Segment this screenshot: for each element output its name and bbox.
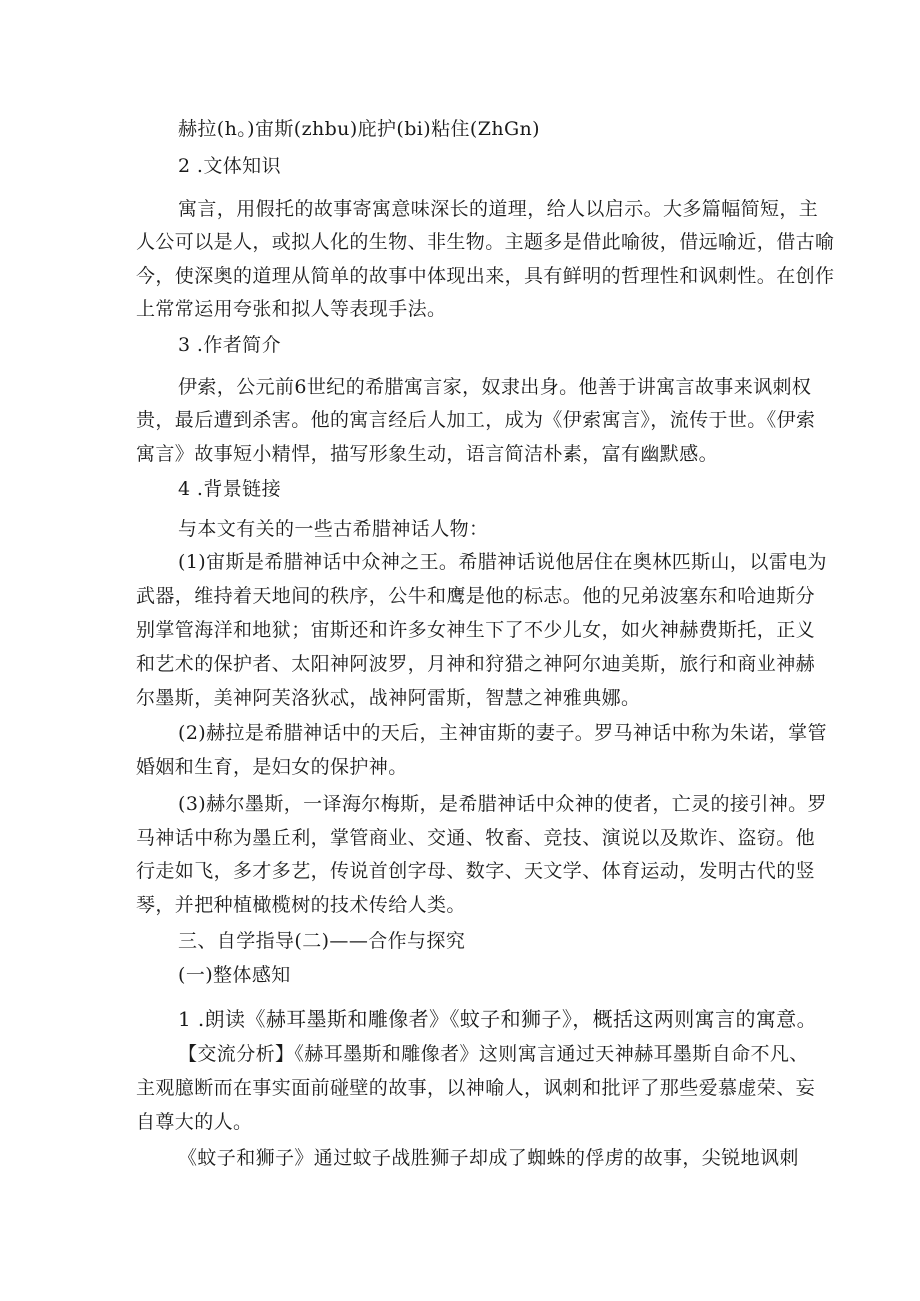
analysis-line: 主观臆断而在事实面前碰壁的故事，以神喻人，讽刺和批评了那些爱慕虚荣、妄 bbox=[136, 1077, 816, 1099]
list-item-line: 武器，维持着天地间的秩序，公牛和鹰是他的标志。他的兄弟波塞东和哈迪斯分 bbox=[136, 585, 816, 607]
section-4-heading: 4 .背景链接 bbox=[178, 478, 281, 500]
list-item-line: 行走如飞，多才多艺，传说首创字母、数字、天文学、体育运动，发明古代的竖 bbox=[136, 860, 816, 882]
list-item-line: (1)宙斯是希腊神话中众神之王。希腊神话说他居住在奥林匹斯山，以雷电为 bbox=[178, 551, 827, 573]
paragraph-line: 上常常运用夸张和拟人等表现手法。 bbox=[136, 298, 447, 320]
section-3-heading: 3 .作者简介 bbox=[178, 334, 281, 356]
question-1: 1 .朗读《赫耳墨斯和雕像者》《蚊子和狮子》，概括这两则寓言的寓意。 bbox=[178, 1007, 818, 1031]
paragraph-line: 贵，最后遭到杀害。他的寓言经后人加工，成为《伊索寓言》，流传于世。《伊索 bbox=[136, 409, 816, 431]
part-3-heading: 三、自学指导(二)——合作与探究 bbox=[178, 930, 466, 952]
list-item-line: (3)赫尔墨斯，一译海尔梅斯，是希腊神话中众神的使者，亡灵的接引神。罗 bbox=[178, 793, 827, 815]
paragraph-line: 伊索，公元前6世纪的希腊寓言家，奴隶出身。他善于讲寓言故事来讽刺权 bbox=[178, 376, 812, 398]
list-item-line: (2)赫拉是希腊神话中的天后，主神宙斯的妻子。罗马神话中称为朱诺，掌管 bbox=[178, 722, 827, 744]
subsection-heading: (一)整体感知 bbox=[178, 964, 291, 986]
paragraph-line: 今，使深奥的道理从简单的故事中体现出来，具有鲜明的哲理性和讽刺性。在创作 bbox=[136, 265, 835, 287]
section-2-heading: 2 .文体知识 bbox=[178, 155, 281, 177]
paragraph-line: 与本文有关的一些古希腊神话人物： bbox=[178, 518, 489, 540]
paragraph-line: 寓言，用假托的故事寄寓意味深长的道理，给人以启示。大多篇幅简短，主 bbox=[178, 198, 819, 220]
pronunciation-line: 赫拉(h。)宙斯(zhbu)庇护(bi)粘住(ZhGn) bbox=[178, 118, 540, 140]
analysis-line: 《蚊子和狮子》通过蚊子战胜狮子却成了蜘蛛的俘虏的故事，尖锐地讽刺 bbox=[178, 1147, 799, 1169]
paragraph-line: 寓言》故事短小精悍，描写形象生动，语言简洁朴素，富有幽默感。 bbox=[136, 443, 719, 465]
list-item-line: 和艺术的保护者、太阳神阿波罗，月神和狩猎之神阿尔迪美斯，旅行和商业神赫 bbox=[136, 653, 816, 675]
paragraph-line: 人公可以是人，或拟人化的生物、非生物。主题多是借此喻彼，借远喻近，借古喻 bbox=[136, 231, 835, 253]
list-item-line: 别掌管海洋和地狱；宙斯还和许多女神生下了不少儿女，如火神赫费斯托，正义 bbox=[136, 619, 816, 641]
analysis-line: 【交流分析】《赫耳墨斯和雕像者》这则寓言通过天神赫耳墨斯自命不凡、 bbox=[178, 1043, 809, 1065]
list-item-line: 马神话中称为墨丘利，掌管商业、交通、牧畜、竞技、演说以及欺诈、盗窃。他 bbox=[136, 827, 816, 849]
list-item-line: 琴，并把种植橄榄树的技术传给人类。 bbox=[136, 894, 466, 916]
analysis-line: 自尊大的人。 bbox=[136, 1111, 253, 1133]
list-item-line: 婚姻和生育，是妇女的保护神。 bbox=[136, 756, 408, 778]
list-item-line: 尔墨斯，美神阿芙洛狄忒，战神阿雷斯，智慧之神雅典娜。 bbox=[136, 687, 641, 709]
